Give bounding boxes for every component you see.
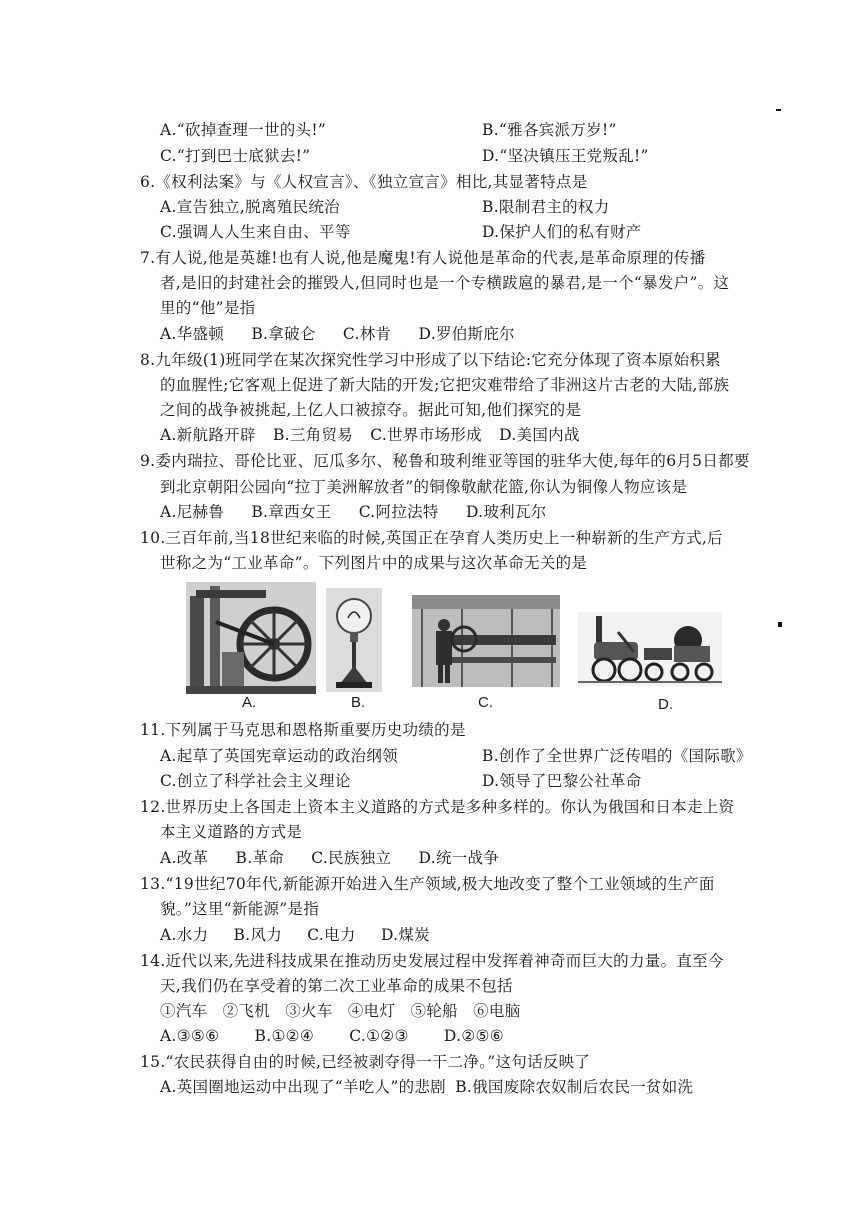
q6-option-d: D.保护人们的私有财产 xyxy=(482,223,642,241)
q5-option-d: D.“坚决镇压王党叛乱!” xyxy=(482,147,649,165)
q10-stem-line2: 世称之为“工业革命”。下列图片中的成果与这次革命无关的是 xyxy=(160,554,588,572)
q5-option-a: A.“砍掉查理一世的头!” xyxy=(160,121,327,139)
q5-option-c: C.“打到巴士底狱去!” xyxy=(160,147,311,165)
figure-label-a: A. xyxy=(242,694,257,711)
q6-option-a: A.宣告独立,脱离殖民统治 xyxy=(160,198,340,216)
scan-mark-top xyxy=(776,109,781,111)
q11-stem: 11.下列属于马克思和恩格斯重要历史功绩的是 xyxy=(140,721,466,739)
q12-stem-line1: 12.世界历史上各国走上资本主义道路的方式是多种多样的。你认为俄国和日本走上资 xyxy=(140,798,735,816)
q13-stem-line2: 貌。”这里“新能源”是指 xyxy=(160,900,320,918)
q12-options: A.改革 B.革命 C.民族独立 D.统一战争 xyxy=(160,849,500,867)
figure-label-d: D. xyxy=(658,696,673,713)
q8-options: A.新航路开辟 B.三角贸易 C.世界市场形成 D.美国内战 xyxy=(160,426,580,444)
q7-options: A.华盛顿 B.拿破仑 C.林肯 D.罗伯斯庇尔 xyxy=(160,325,515,343)
light-bulb-figure xyxy=(326,588,382,692)
q15-options: A.英国圈地运动中出现了“羊吃人”的悲剧 B.俄国废除农奴制后农民一贫如洗 xyxy=(160,1078,694,1096)
q14-stem-line1: 14.近代以来,先进科技成果在推动历史发展过程中发挥着神奇而巨大的力量。直至今 xyxy=(140,952,724,970)
figure-label-b: B. xyxy=(351,694,366,711)
q13-options: A.水力 B.风力 C.电力 D.煤炭 xyxy=(160,926,430,944)
q7-stem-line3: 里的“他”是指 xyxy=(160,299,256,317)
locomotive-figure xyxy=(578,612,722,686)
q11-option-c: C.创立了科学社会主义理论 xyxy=(160,772,351,790)
spinning-machine-figure xyxy=(412,595,560,687)
q8-stem-line3: 之间的战争被挑起,上亿人口被掠夺。据此可知,他们探究的是 xyxy=(160,401,582,419)
q9-stem-line2: 到北京朝阳公园向“拉丁美洲解放者”的铜像敬献花篮,你认为铜像人物应该是 xyxy=(160,478,688,496)
q6-option-b: B.限制君主的权力 xyxy=(482,198,610,216)
figure-label-c: C. xyxy=(478,694,493,711)
q11-option-d: D.领导了巴黎公社革命 xyxy=(482,772,642,790)
q7-stem-line1: 7.有人说,他是英雄!也有人说,他是魔鬼!有人说他是革命的代表,是革命原理的传播 xyxy=(140,249,706,267)
scan-mark-right xyxy=(778,622,782,627)
q9-options: A.尼赫鲁 B.章西女王 C.阿拉法特 D.玻利瓦尔 xyxy=(160,503,547,521)
q7-stem-line2: 者,是旧的封建社会的摧毁人,但同时也是一个专横跋扈的暴君,是一个“暴发户”。这 xyxy=(160,274,730,292)
q6-option-c: C.强调人人生来自由、平等 xyxy=(160,223,351,241)
q14-options: A.③⑤⑥ B.①②④ C.①②③ D.②⑤⑥ xyxy=(160,1027,504,1045)
q14-items: ①汽车 ②飞机 ③火车 ④电灯 ⑤轮船 ⑥电脑 xyxy=(160,1002,521,1020)
steam-engine-figure xyxy=(186,582,316,694)
q5-option-b: B.“雅各宾派万岁!” xyxy=(482,121,617,139)
q9-stem-line1: 9.委内瑞拉、哥伦比亚、厄瓜多尔、秘鲁和玻利维亚等国的驻华大使,每年的6月5日都要 xyxy=(140,452,750,470)
q10-stem-line1: 10.三百年前,当18世纪来临的时候,英国正在孕育人类历史上一种崭新的生产方式,后 xyxy=(140,529,723,547)
q6-stem: 6.《权利法案》与《人权宣言》、《独立宣言》相比,其显著特点是 xyxy=(140,173,588,191)
q14-stem-line2: 天,我们仍在享受着的第二次工业革命的成果不包括 xyxy=(160,977,513,995)
q11-option-b: B.创作了全世界广泛传唱的《国际歌》 xyxy=(482,747,752,765)
q15-stem: 15.“农民获得自由的时候,已经被剥夺得一干二净。”这句话反映了 xyxy=(140,1053,591,1071)
q8-stem-line1: 8.九年级(1)班同学在某次探究性学习中形成了以下结论:它充分体现了资本原始积累 xyxy=(140,351,721,369)
q12-stem-line2: 本主义道路的方式是 xyxy=(160,823,303,841)
q13-stem-line1: 13.“19世纪70年代,新能源开始进入生产领域,极大地改变了整个工业领域的生产面 xyxy=(140,875,715,893)
q11-option-a: A.起草了英国宪章运动的政治纲领 xyxy=(160,747,398,765)
q8-stem-line2: 的血腥性;它客观上促进了新大陆的开发;它把灾难带给了非洲这片古老的大陆,部族 xyxy=(160,376,730,394)
